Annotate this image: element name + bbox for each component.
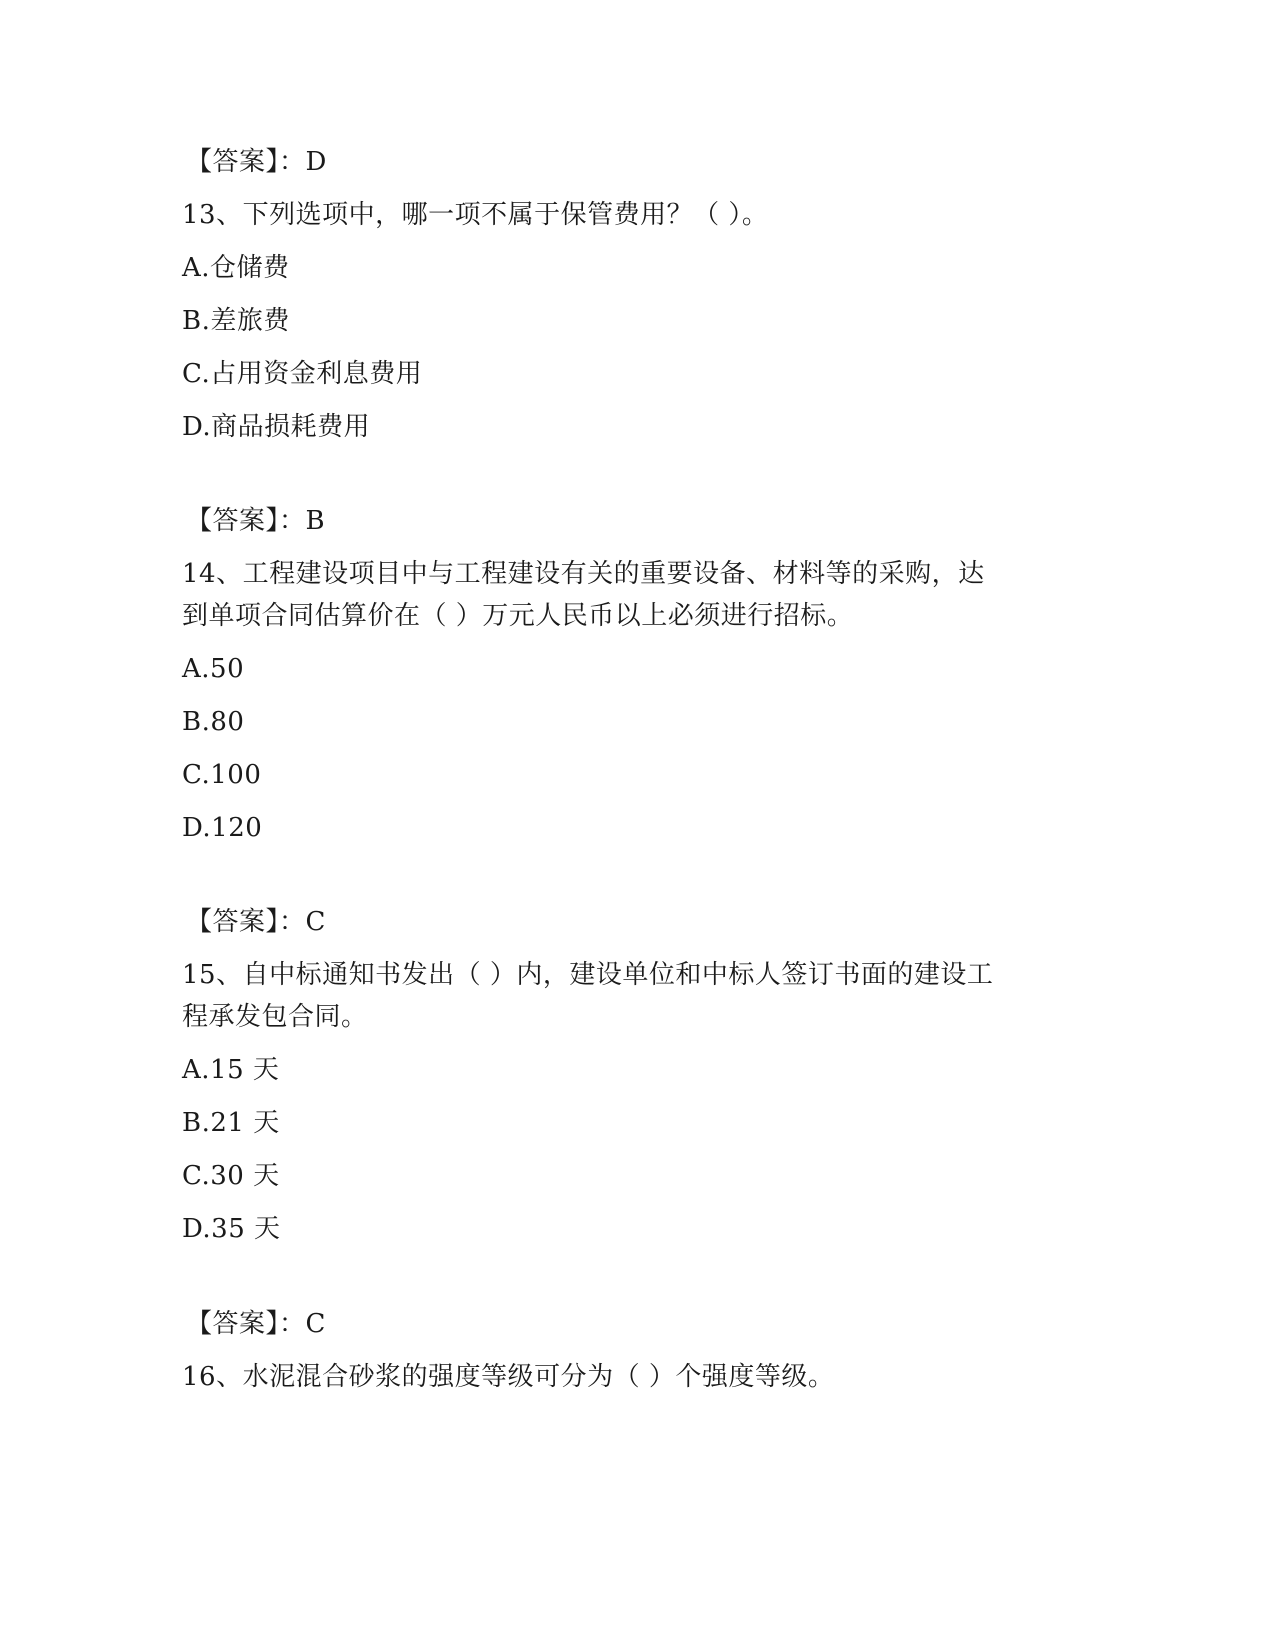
option-14-d: D.120 <box>182 813 263 843</box>
option-15-a: A.15 天 <box>182 1055 280 1085</box>
question-15-line-1: 15、自中标通知书发出（ ）内，建设单位和中标人签订书面的建设工 <box>182 960 994 990</box>
answer-13: 【答案】：B <box>186 506 326 536</box>
option-13-d: D.商品损耗费用 <box>182 412 371 442</box>
option-13-b: B.差旅费 <box>182 306 290 336</box>
option-15-c: C.30 天 <box>182 1161 280 1191</box>
option-13-c: C.占用资金利息费用 <box>182 359 423 389</box>
answer-14: 【答案】：C <box>186 907 326 937</box>
option-15-d: D.35 天 <box>182 1214 281 1244</box>
question-15-line-2: 程承发包合同。 <box>182 1002 368 1032</box>
option-13-a: A.仓储费 <box>182 253 290 283</box>
answer-line: 【答案】：D <box>186 147 327 177</box>
option-14-a: A.50 <box>182 654 245 684</box>
option-15-b: B.21 天 <box>182 1108 280 1138</box>
question-14-line-1: 14、工程建设项目中与工程建设有关的重要设备、材料等的采购，达 <box>182 559 985 589</box>
answer-15: 【答案】：C <box>186 1309 326 1339</box>
question-16-text: 16、水泥混合砂浆的强度等级可分为（ ）个强度等级。 <box>182 1362 835 1392</box>
option-14-c: C.100 <box>182 760 262 790</box>
option-14-b: B.80 <box>182 707 245 737</box>
question-14-line-2: 到单项合同估算价在（ ）万元人民币以上必须进行招标。 <box>182 601 854 631</box>
question-13-text: 13、下列选项中，哪一项不属于保管费用？（ ）。 <box>182 200 769 230</box>
